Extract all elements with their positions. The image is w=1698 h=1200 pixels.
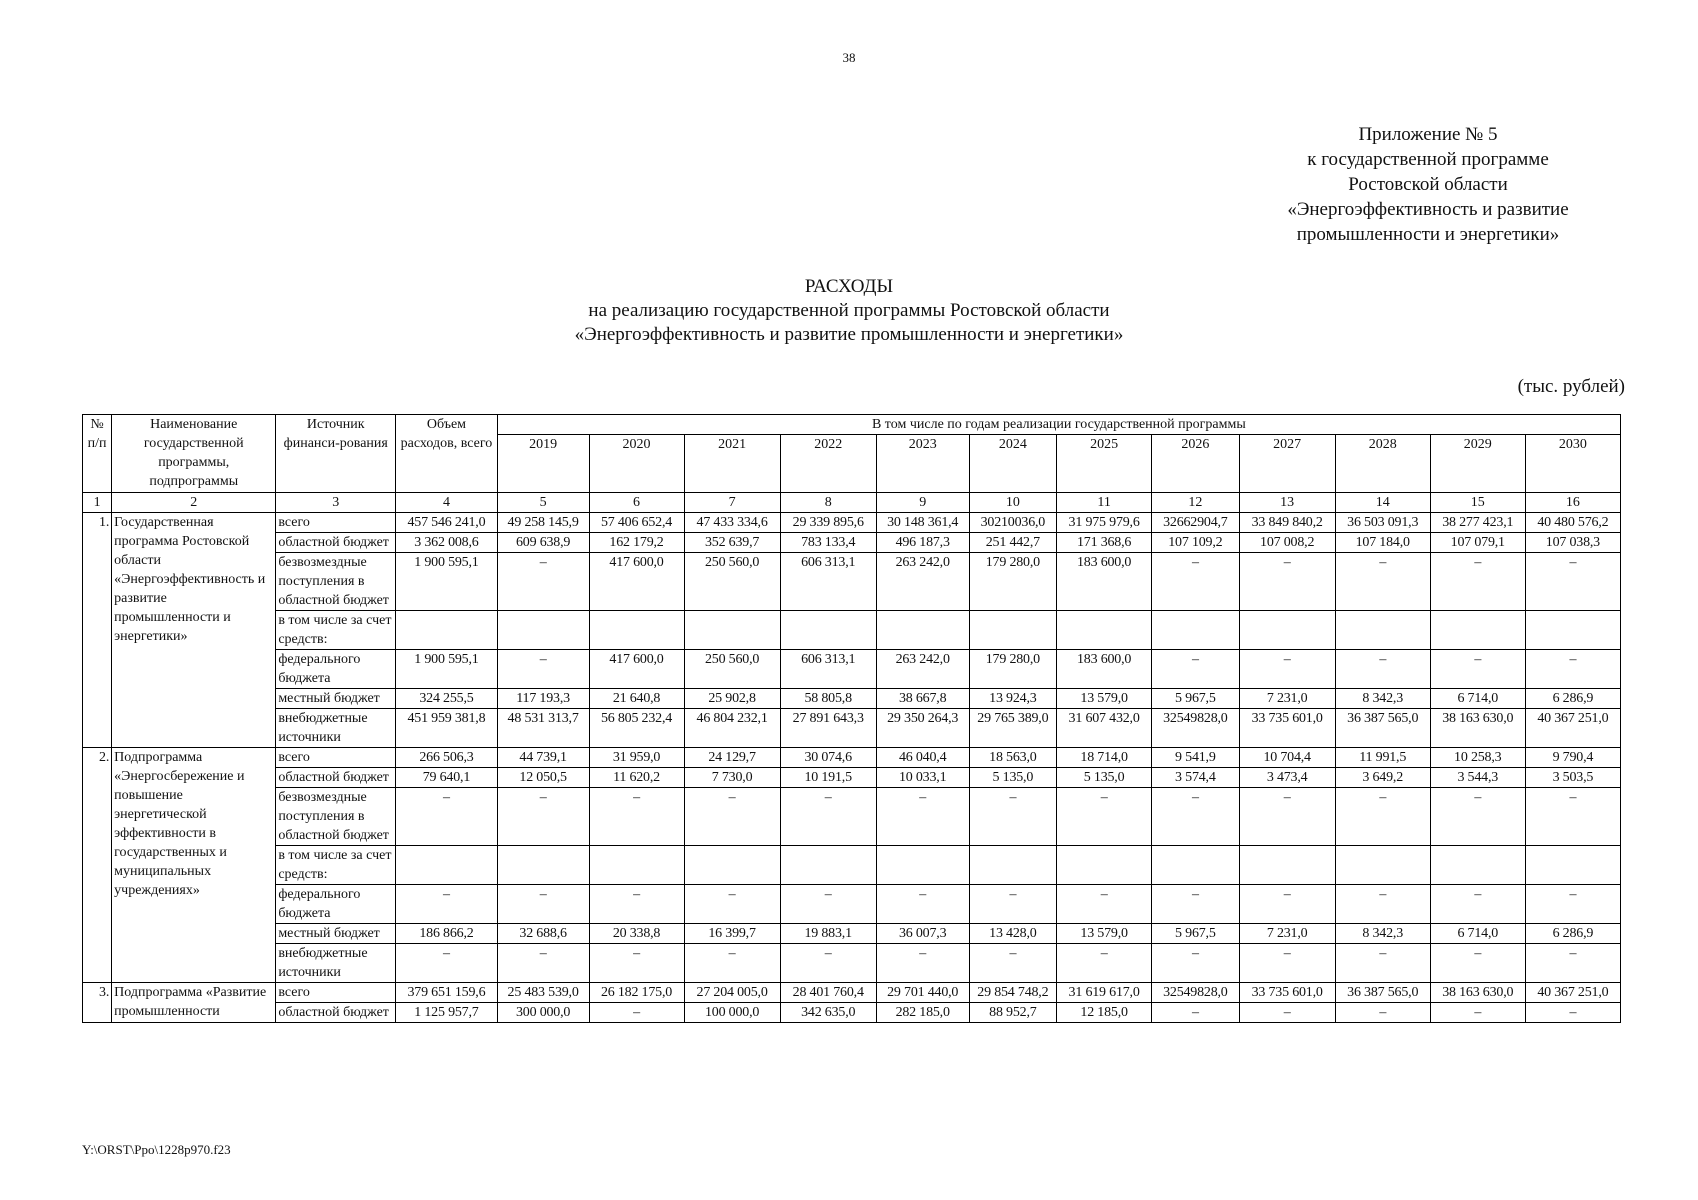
header-year: 2026 xyxy=(1152,435,1239,493)
year-amount-cell: 13 579,0 xyxy=(1057,689,1152,709)
year-amount-cell: – xyxy=(1430,553,1525,611)
year-amount-cell: 6 714,0 xyxy=(1430,689,1525,709)
total-amount-cell: 186 866,2 xyxy=(396,924,498,944)
column-index-cell: 6 xyxy=(589,493,684,513)
column-index-cell: 14 xyxy=(1335,493,1430,513)
year-amount-cell: 40 367 251,0 xyxy=(1525,983,1620,1003)
table-row xyxy=(83,885,1621,924)
year-amount-cell: 38 163 630,0 xyxy=(1430,709,1525,748)
year-amount-cell: – xyxy=(1239,944,1335,983)
funding-source: всего xyxy=(276,983,396,1003)
table-row xyxy=(83,650,1621,689)
funding-source: областной бюджет xyxy=(276,533,396,553)
year-amount-cell xyxy=(589,611,684,650)
year-amount-cell xyxy=(969,611,1056,650)
year-amount-cell: – xyxy=(1239,788,1335,846)
column-index-cell: 16 xyxy=(1525,493,1620,513)
header-year: 2029 xyxy=(1430,435,1525,493)
year-amount-cell: – xyxy=(684,885,780,924)
year-amount-cell: 609 638,9 xyxy=(497,533,589,553)
year-amount-cell: – xyxy=(1057,944,1152,983)
year-amount-cell: 3 574,4 xyxy=(1152,768,1239,788)
year-amount-cell: – xyxy=(1152,885,1239,924)
funding-source: всего xyxy=(276,748,396,768)
year-amount-cell: 36 503 091,3 xyxy=(1335,513,1430,533)
year-amount-cell: – xyxy=(684,944,780,983)
year-amount-cell: – xyxy=(1239,650,1335,689)
total-amount-cell xyxy=(396,846,498,885)
year-amount-cell: 16 399,7 xyxy=(684,924,780,944)
total-amount-cell: 324 255,5 xyxy=(396,689,498,709)
year-amount-cell xyxy=(876,611,969,650)
year-amount-cell: 107 008,2 xyxy=(1239,533,1335,553)
year-amount-cell: 13 428,0 xyxy=(969,924,1056,944)
year-amount-cell: – xyxy=(589,788,684,846)
year-amount-cell xyxy=(1152,611,1239,650)
header-no: № п/п xyxy=(83,415,112,493)
column-index-cell: 8 xyxy=(780,493,876,513)
table-row xyxy=(83,748,1621,768)
year-amount-cell: 30 148 361,4 xyxy=(876,513,969,533)
year-amount-cell xyxy=(1057,846,1152,885)
year-amount-cell: 183 600,0 xyxy=(1057,553,1152,611)
year-amount-cell: – xyxy=(876,944,969,983)
year-amount-cell: 31 959,0 xyxy=(589,748,684,768)
year-amount-cell: 31 619 617,0 xyxy=(1057,983,1152,1003)
year-amount-cell: 13 924,3 xyxy=(969,689,1056,709)
annex-line: Приложение № 5 xyxy=(1358,124,1498,145)
year-amount-cell: 58 805,8 xyxy=(780,689,876,709)
year-amount-cell: 25 483 539,0 xyxy=(497,983,589,1003)
year-amount-cell: 12 050,5 xyxy=(497,768,589,788)
table-row xyxy=(83,846,1621,885)
year-amount-cell: – xyxy=(1430,885,1525,924)
year-amount-cell: – xyxy=(1152,788,1239,846)
header-year: 2020 xyxy=(589,435,684,493)
year-amount-cell: 496 187,3 xyxy=(876,533,969,553)
year-amount-cell: 27 204 005,0 xyxy=(684,983,780,1003)
year-amount-cell xyxy=(1525,611,1620,650)
header-year: 2030 xyxy=(1525,435,1620,493)
year-amount-cell: 32662904,7 xyxy=(1152,513,1239,533)
year-amount-cell: 179 280,0 xyxy=(969,553,1056,611)
total-amount-cell xyxy=(396,611,498,650)
table-row xyxy=(83,1003,1621,1023)
year-amount-cell: 263 242,0 xyxy=(876,650,969,689)
year-amount-cell: 107 109,2 xyxy=(1152,533,1239,553)
year-amount-cell: – xyxy=(876,788,969,846)
year-amount-cell: – xyxy=(589,885,684,924)
document-title xyxy=(0,275,1698,347)
year-amount-cell: – xyxy=(1057,885,1152,924)
year-amount-cell: 7 231,0 xyxy=(1239,924,1335,944)
year-amount-cell: 179 280,0 xyxy=(969,650,1056,689)
year-amount-cell: 28 401 760,4 xyxy=(780,983,876,1003)
annex-line: Ростовской области xyxy=(1348,174,1508,195)
program-name: Подпрограмма «Энергосбережение и повышение энергетической эффективности в государственных и муниципальных учреждениях» xyxy=(112,748,276,983)
title-line: РАСХОДЫ xyxy=(804,276,894,297)
column-index-cell: 1 xyxy=(83,493,112,513)
year-amount-cell: 29 350 264,3 xyxy=(876,709,969,748)
year-amount-cell xyxy=(1525,846,1620,885)
year-amount-cell: 6 714,0 xyxy=(1430,924,1525,944)
file-path-footer: Y:\ORST\Ppo\1228p970.f23 xyxy=(82,1142,231,1157)
year-amount-cell: 18 714,0 xyxy=(1057,748,1152,768)
year-amount-cell: – xyxy=(684,788,780,846)
year-amount-cell: 10 258,3 xyxy=(1430,748,1525,768)
total-amount-cell: 3 362 008,6 xyxy=(396,533,498,553)
year-amount-cell: 49 258 145,9 xyxy=(497,513,589,533)
year-amount-cell: 342 635,0 xyxy=(780,1003,876,1023)
funding-source: безвозмездные поступления в областной бюджет xyxy=(276,553,396,611)
column-index-cell: 5 xyxy=(497,493,589,513)
year-amount-cell: 33 735 601,0 xyxy=(1239,983,1335,1003)
year-amount-cell: – xyxy=(1057,788,1152,846)
year-amount-cell: 417 600,0 xyxy=(589,650,684,689)
table-row xyxy=(83,924,1621,944)
year-amount-cell: – xyxy=(780,944,876,983)
table-row xyxy=(83,553,1621,611)
table-row xyxy=(83,611,1621,650)
funding-source: местный бюджет xyxy=(276,924,396,944)
year-amount-cell: – xyxy=(1335,1003,1430,1023)
year-amount-cell: 26 182 175,0 xyxy=(589,983,684,1003)
year-amount-cell: – xyxy=(1335,553,1430,611)
expenditure-table xyxy=(82,414,1621,1023)
total-amount-cell: 379 651 159,6 xyxy=(396,983,498,1003)
header-year: 2021 xyxy=(684,435,780,493)
table-row xyxy=(83,944,1621,983)
year-amount-cell: 9 541,9 xyxy=(1152,748,1239,768)
year-amount-cell: 162 179,2 xyxy=(589,533,684,553)
year-amount-cell: 263 242,0 xyxy=(876,553,969,611)
year-amount-cell: 5 135,0 xyxy=(1057,768,1152,788)
column-index-cell: 12 xyxy=(1152,493,1239,513)
year-amount-cell: 20 338,8 xyxy=(589,924,684,944)
funding-source: всего xyxy=(276,513,396,533)
total-amount-cell: 266 506,3 xyxy=(396,748,498,768)
year-amount-cell: 117 193,3 xyxy=(497,689,589,709)
column-index-cell: 10 xyxy=(969,493,1056,513)
header-year: 2019 xyxy=(497,435,589,493)
year-amount-cell xyxy=(684,846,780,885)
year-amount-cell: 10 704,4 xyxy=(1239,748,1335,768)
year-amount-cell xyxy=(780,846,876,885)
funding-source: федерального бюджета xyxy=(276,650,396,689)
table-row xyxy=(83,983,1621,1003)
year-amount-cell: – xyxy=(1430,944,1525,983)
funding-source: федерального бюджета xyxy=(276,885,396,924)
year-amount-cell: 56 805 232,4 xyxy=(589,709,684,748)
year-amount-cell: 7 730,0 xyxy=(684,768,780,788)
year-amount-cell: – xyxy=(1525,788,1620,846)
year-amount-cell: 46 040,4 xyxy=(876,748,969,768)
year-amount-cell: 282 185,0 xyxy=(876,1003,969,1023)
year-amount-cell xyxy=(1430,611,1525,650)
year-amount-cell: 24 129,7 xyxy=(684,748,780,768)
year-amount-cell xyxy=(876,846,969,885)
year-amount-cell: 606 313,1 xyxy=(780,553,876,611)
funding-source: областной бюджет xyxy=(276,768,396,788)
table-row xyxy=(83,513,1621,533)
year-amount-cell xyxy=(497,611,589,650)
year-amount-cell xyxy=(1430,846,1525,885)
year-amount-cell: – xyxy=(497,885,589,924)
year-amount-cell: 31 607 432,0 xyxy=(1057,709,1152,748)
funding-source: внебюджетные источники xyxy=(276,944,396,983)
year-amount-cell: 783 133,4 xyxy=(780,533,876,553)
column-index-cell: 11 xyxy=(1057,493,1152,513)
year-amount-cell: 32549828,0 xyxy=(1152,983,1239,1003)
year-amount-cell: 352 639,7 xyxy=(684,533,780,553)
year-amount-cell: 29 854 748,2 xyxy=(969,983,1056,1003)
year-amount-cell: 3 503,5 xyxy=(1525,768,1620,788)
year-amount-cell xyxy=(1239,846,1335,885)
year-amount-cell: 29 765 389,0 xyxy=(969,709,1056,748)
table-row xyxy=(83,689,1621,709)
year-amount-cell: 36 007,3 xyxy=(876,924,969,944)
year-amount-cell: 48 531 313,7 xyxy=(497,709,589,748)
year-amount-cell: 8 342,3 xyxy=(1335,924,1430,944)
year-amount-cell: – xyxy=(969,788,1056,846)
year-amount-cell: – xyxy=(1239,885,1335,924)
funding-source: областной бюджет xyxy=(276,1003,396,1023)
year-amount-cell: 40 480 576,2 xyxy=(1525,513,1620,533)
year-amount-cell: 7 231,0 xyxy=(1239,689,1335,709)
column-index-cell: 2 xyxy=(112,493,276,513)
year-amount-cell: 107 079,1 xyxy=(1430,533,1525,553)
year-amount-cell: – xyxy=(1152,1003,1239,1023)
year-amount-cell: 47 433 334,6 xyxy=(684,513,780,533)
column-index-cell: 4 xyxy=(396,493,498,513)
year-amount-cell: 171 368,6 xyxy=(1057,533,1152,553)
table-row xyxy=(83,768,1621,788)
year-amount-cell xyxy=(1239,611,1335,650)
year-amount-cell: 27 891 643,3 xyxy=(780,709,876,748)
year-amount-cell: 36 387 565,0 xyxy=(1335,983,1430,1003)
year-amount-cell: 19 883,1 xyxy=(780,924,876,944)
year-amount-cell: – xyxy=(1430,650,1525,689)
year-amount-cell: 3 473,4 xyxy=(1239,768,1335,788)
year-amount-cell: 38 277 423,1 xyxy=(1430,513,1525,533)
total-amount-cell: 1 125 957,7 xyxy=(396,1003,498,1023)
year-amount-cell: 250 560,0 xyxy=(684,650,780,689)
total-amount-cell: 451 959 381,8 xyxy=(396,709,498,748)
total-amount-cell: – xyxy=(396,885,498,924)
title-line: «Энергоэффективность и развитие промышленности и энергетики» xyxy=(574,324,1124,345)
year-amount-cell: 107 184,0 xyxy=(1335,533,1430,553)
units-label: (тыс. рублей) xyxy=(1517,376,1625,397)
year-amount-cell: – xyxy=(780,788,876,846)
header-name: Наименование государственной программы, подпрограммы xyxy=(112,415,276,493)
funding-source: в том числе за счет средств: xyxy=(276,611,396,650)
year-amount-cell: – xyxy=(969,885,1056,924)
year-amount-cell: – xyxy=(969,944,1056,983)
year-amount-cell: 11 620,2 xyxy=(589,768,684,788)
year-amount-cell: – xyxy=(589,1003,684,1023)
header-years-group: В том числе по годам реализации государственной программы xyxy=(497,415,1620,435)
column-index-cell: 9 xyxy=(876,493,969,513)
year-amount-cell xyxy=(1335,611,1430,650)
year-amount-cell xyxy=(497,846,589,885)
year-amount-cell: – xyxy=(1152,944,1239,983)
total-amount-cell: 1 900 595,1 xyxy=(396,650,498,689)
column-index-row xyxy=(83,493,1621,513)
year-amount-cell xyxy=(1152,846,1239,885)
year-amount-cell: – xyxy=(1239,553,1335,611)
header-year: 2025 xyxy=(1057,435,1152,493)
program-name: Подпрограмма «Развитие промышленности xyxy=(112,983,276,1023)
year-amount-cell: – xyxy=(497,944,589,983)
year-amount-cell: – xyxy=(1335,788,1430,846)
year-amount-cell: 183 600,0 xyxy=(1057,650,1152,689)
year-amount-cell: 33 735 601,0 xyxy=(1239,709,1335,748)
year-amount-cell: – xyxy=(1525,553,1620,611)
year-amount-cell: 3 649,2 xyxy=(1335,768,1430,788)
year-amount-cell: 417 600,0 xyxy=(589,553,684,611)
year-amount-cell: 5 967,5 xyxy=(1152,924,1239,944)
year-amount-cell: – xyxy=(780,885,876,924)
year-amount-cell: 31 975 979,6 xyxy=(1057,513,1152,533)
year-amount-cell: 18 563,0 xyxy=(969,748,1056,768)
year-amount-cell: – xyxy=(1525,650,1620,689)
year-amount-cell: 5 967,5 xyxy=(1152,689,1239,709)
year-amount-cell: 13 579,0 xyxy=(1057,924,1152,944)
annex-line: к государственной программе xyxy=(1307,149,1549,170)
year-amount-cell: 57 406 652,4 xyxy=(589,513,684,533)
year-amount-cell: 8 342,3 xyxy=(1335,689,1430,709)
year-amount-cell: 29 339 895,6 xyxy=(780,513,876,533)
total-amount-cell: 457 546 241,0 xyxy=(396,513,498,533)
year-amount-cell: 30210036,0 xyxy=(969,513,1056,533)
total-amount-cell: 1 900 595,1 xyxy=(396,553,498,611)
year-amount-cell: – xyxy=(1430,1003,1525,1023)
year-amount-cell: – xyxy=(1525,944,1620,983)
year-amount-cell: 38 163 630,0 xyxy=(1430,983,1525,1003)
year-amount-cell: – xyxy=(1525,1003,1620,1023)
funding-source: в том числе за счет средств: xyxy=(276,846,396,885)
column-index-cell: 13 xyxy=(1239,493,1335,513)
year-amount-cell: 30 074,6 xyxy=(780,748,876,768)
year-amount-cell: 12 185,0 xyxy=(1057,1003,1152,1023)
year-amount-cell: – xyxy=(1239,1003,1335,1023)
year-amount-cell: – xyxy=(1525,885,1620,924)
table-row xyxy=(83,533,1621,553)
program-name: Государственная программа Ростовской области «Энергоэффективность и развитие промышленности и энергетики» xyxy=(112,513,276,748)
year-amount-cell: 250 560,0 xyxy=(684,553,780,611)
row-number: 1. xyxy=(83,513,112,748)
annex-line: «Энергоэффективность и развитие xyxy=(1287,199,1569,220)
year-amount-cell: 6 286,9 xyxy=(1525,689,1620,709)
header-year: 2027 xyxy=(1239,435,1335,493)
year-amount-cell: 36 387 565,0 xyxy=(1335,709,1430,748)
year-amount-cell: 100 000,0 xyxy=(684,1003,780,1023)
year-amount-cell: 44 739,1 xyxy=(497,748,589,768)
annex-header xyxy=(1258,122,1598,247)
year-amount-cell xyxy=(780,611,876,650)
year-amount-cell: 38 667,8 xyxy=(876,689,969,709)
year-amount-cell: 606 313,1 xyxy=(780,650,876,689)
column-index-cell: 7 xyxy=(684,493,780,513)
year-amount-cell: 25 902,8 xyxy=(684,689,780,709)
header-year: 2028 xyxy=(1335,435,1430,493)
page-number: 38 xyxy=(842,50,856,65)
year-amount-cell: 3 544,3 xyxy=(1430,768,1525,788)
year-amount-cell: 11 991,5 xyxy=(1335,748,1430,768)
year-amount-cell xyxy=(1335,846,1430,885)
header-source: Источник финанси-рования xyxy=(276,415,396,493)
year-amount-cell: 10 191,5 xyxy=(780,768,876,788)
year-amount-cell: – xyxy=(497,650,589,689)
year-amount-cell: 5 135,0 xyxy=(969,768,1056,788)
year-amount-cell: – xyxy=(497,788,589,846)
table-row xyxy=(83,709,1621,748)
year-amount-cell xyxy=(684,611,780,650)
year-amount-cell: 6 286,9 xyxy=(1525,924,1620,944)
year-amount-cell: – xyxy=(1152,650,1239,689)
table-row xyxy=(83,788,1621,846)
funding-source: местный бюджет xyxy=(276,689,396,709)
total-amount-cell: – xyxy=(396,788,498,846)
year-amount-cell: 10 033,1 xyxy=(876,768,969,788)
year-amount-cell xyxy=(969,846,1056,885)
year-amount-cell: – xyxy=(1430,788,1525,846)
year-amount-cell: 32 688,6 xyxy=(497,924,589,944)
year-amount-cell: 32549828,0 xyxy=(1152,709,1239,748)
year-amount-cell: 33 849 840,2 xyxy=(1239,513,1335,533)
year-amount-cell: 40 367 251,0 xyxy=(1525,709,1620,748)
year-amount-cell: 107 038,3 xyxy=(1525,533,1620,553)
header-year: 2023 xyxy=(876,435,969,493)
column-index-cell: 3 xyxy=(276,493,396,513)
year-amount-cell: – xyxy=(1335,944,1430,983)
header-total: Объем расходов, всего xyxy=(396,415,498,493)
year-amount-cell: – xyxy=(1335,650,1430,689)
row-number: 2. xyxy=(83,748,112,983)
year-amount-cell: 88 952,7 xyxy=(969,1003,1056,1023)
header-year: 2024 xyxy=(969,435,1056,493)
annex-line: промышленности и энергетики» xyxy=(1296,224,1560,245)
year-amount-cell: – xyxy=(589,944,684,983)
year-amount-cell: 251 442,7 xyxy=(969,533,1056,553)
year-amount-cell: 46 804 232,1 xyxy=(684,709,780,748)
header-year: 2022 xyxy=(780,435,876,493)
title-line: на реализацию государственной программы Ростовской области xyxy=(588,300,1110,321)
year-amount-cell xyxy=(589,846,684,885)
funding-source: внебюджетные источники xyxy=(276,709,396,748)
column-index-cell: 15 xyxy=(1430,493,1525,513)
year-amount-cell: 29 701 440,0 xyxy=(876,983,969,1003)
year-amount-cell: 21 640,8 xyxy=(589,689,684,709)
year-amount-cell: – xyxy=(1335,885,1430,924)
funding-source: безвозмездные поступления в областной бюджет xyxy=(276,788,396,846)
year-amount-cell: – xyxy=(1152,553,1239,611)
year-amount-cell: 9 790,4 xyxy=(1525,748,1620,768)
year-amount-cell xyxy=(1057,611,1152,650)
total-amount-cell: – xyxy=(396,944,498,983)
year-amount-cell: – xyxy=(497,553,589,611)
total-amount-cell: 79 640,1 xyxy=(396,768,498,788)
year-amount-cell: – xyxy=(876,885,969,924)
row-number: 3. xyxy=(83,983,112,1023)
year-amount-cell: 300 000,0 xyxy=(497,1003,589,1023)
